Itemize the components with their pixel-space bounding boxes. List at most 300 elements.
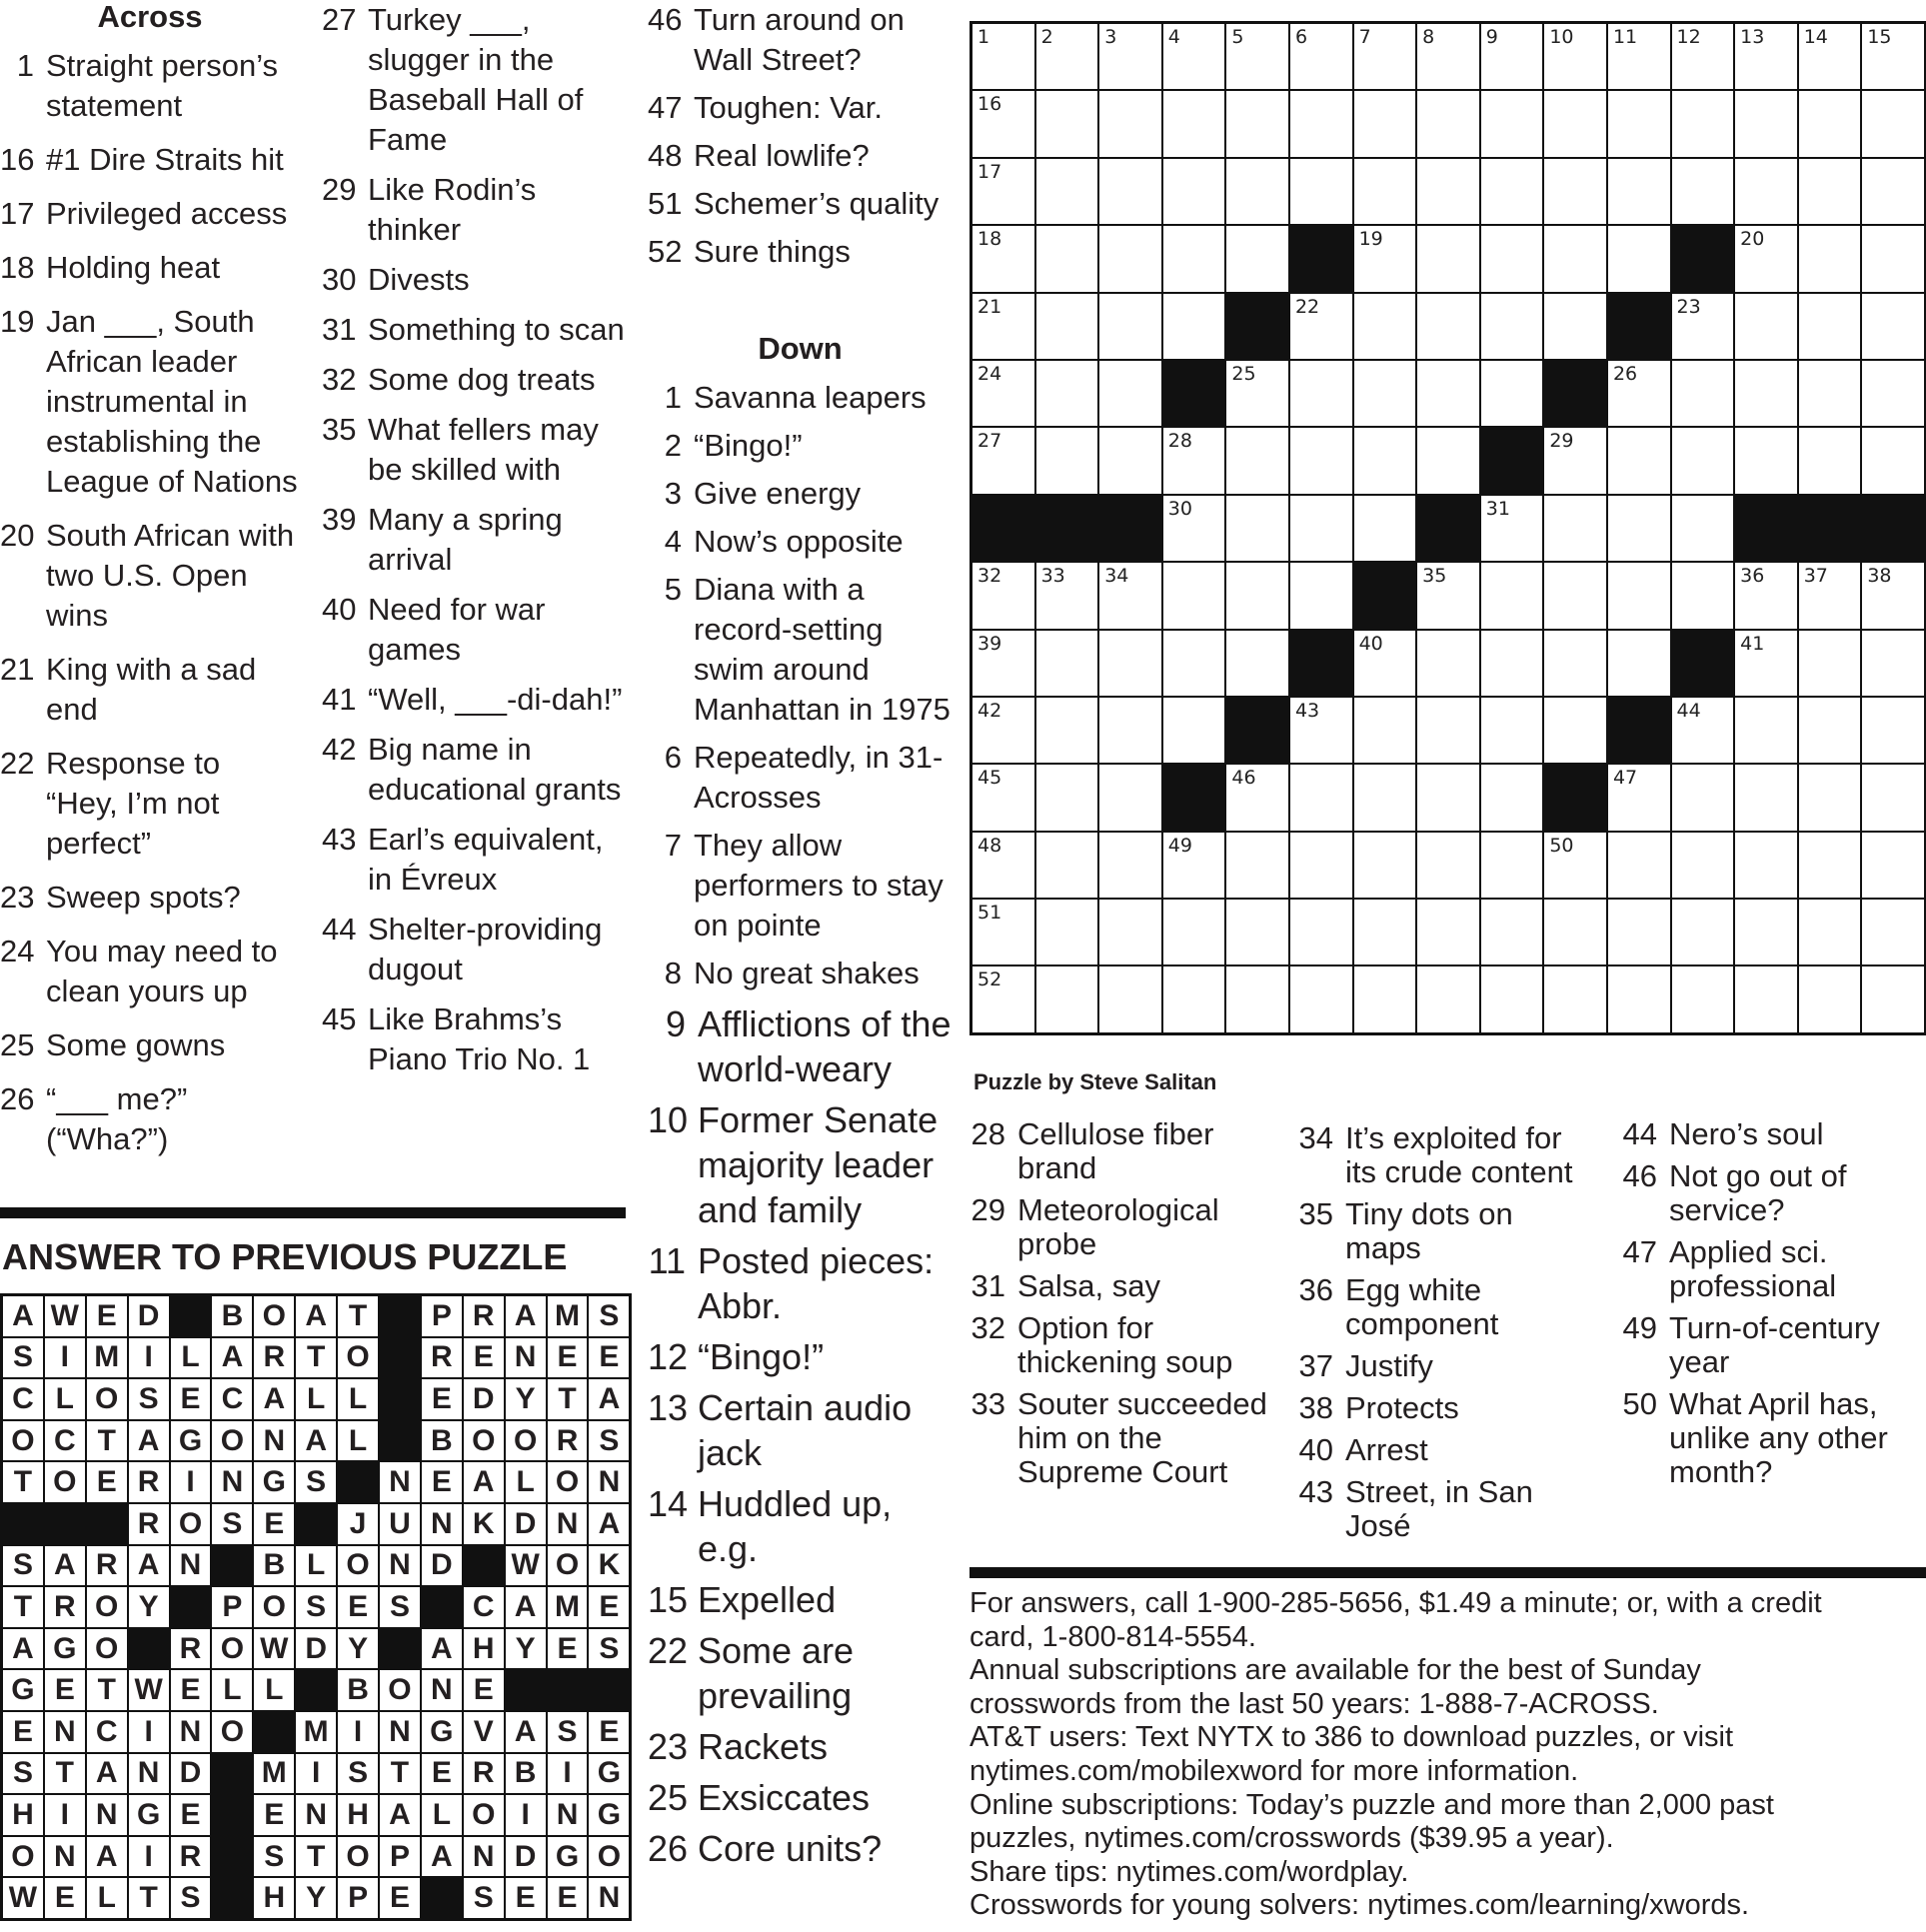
grid-cell[interactable] xyxy=(1290,361,1352,426)
grid-cell[interactable] xyxy=(1163,631,1225,696)
answer-black-square xyxy=(422,1587,462,1627)
grid-cell[interactable] xyxy=(1862,900,1924,965)
grid-cell[interactable] xyxy=(1735,698,1797,763)
cell-number: 3 xyxy=(1104,26,1117,48)
answer-cell: L xyxy=(171,1338,211,1378)
grid-cell[interactable] xyxy=(1544,698,1606,763)
grid-cell[interactable] xyxy=(972,159,1034,224)
grid-cell[interactable] xyxy=(1163,24,1225,89)
clue-item xyxy=(648,88,953,128)
grid-cell[interactable] xyxy=(1226,361,1288,426)
grid-cell[interactable] xyxy=(972,226,1034,291)
grid-cell[interactable] xyxy=(1354,900,1416,965)
answer-cell: S xyxy=(3,1754,43,1794)
grid-cell[interactable] xyxy=(1862,294,1924,359)
grid-cell[interactable] xyxy=(1544,294,1606,359)
grid-cell[interactable] xyxy=(1735,91,1797,156)
grid-cell[interactable] xyxy=(1226,833,1288,898)
grid-cell[interactable] xyxy=(1417,631,1479,696)
grid-cell[interactable] xyxy=(1481,563,1543,628)
answer-cell: N xyxy=(296,1795,336,1835)
grid-cell[interactable] xyxy=(1799,294,1861,359)
grid-cell[interactable] xyxy=(1036,24,1098,89)
grid-cell[interactable] xyxy=(1799,226,1861,291)
grid-cell[interactable] xyxy=(1608,563,1670,628)
grid-cell[interactable] xyxy=(1799,91,1861,156)
grid-cell[interactable] xyxy=(1799,631,1861,696)
grid-cell[interactable] xyxy=(1862,563,1924,628)
grid-cell[interactable] xyxy=(1735,966,1797,1031)
clue-item xyxy=(0,744,300,864)
cell-number: 13 xyxy=(1740,26,1765,48)
grid-cell[interactable] xyxy=(1735,361,1797,426)
clue-number: 38 xyxy=(1298,1390,1333,1425)
answer-cell: O xyxy=(338,1338,378,1378)
grid-cell[interactable] xyxy=(1290,428,1352,493)
answer-cell: S xyxy=(464,1878,504,1918)
grid-cell[interactable] xyxy=(1799,765,1861,830)
answer-cell: M xyxy=(254,1754,294,1794)
grid-cell[interactable] xyxy=(1481,765,1543,830)
clue-number: 36 xyxy=(1298,1272,1333,1307)
grid-cell[interactable] xyxy=(1163,900,1225,965)
clue-item xyxy=(648,738,953,818)
grid-cell[interactable] xyxy=(1799,563,1861,628)
clue-text: Diana with a record-setting swim around Manhattan in 1975 xyxy=(694,572,951,727)
grid-cell[interactable] xyxy=(1099,91,1161,156)
grid-cell[interactable] xyxy=(1799,428,1861,493)
grid-cell[interactable] xyxy=(972,563,1034,628)
grid-cell[interactable] xyxy=(1672,900,1734,965)
grid-cell[interactable] xyxy=(1862,226,1924,291)
grid-cell[interactable] xyxy=(1163,428,1225,493)
grid-cell[interactable] xyxy=(1036,900,1098,965)
grid-cell[interactable] xyxy=(1544,496,1606,561)
answer-cell: O xyxy=(338,1837,378,1877)
grid-cell[interactable] xyxy=(1099,428,1161,493)
grid-cell[interactable] xyxy=(1226,24,1288,89)
clue-item xyxy=(648,378,953,418)
answer-black-square xyxy=(380,1296,420,1336)
grid-cell[interactable] xyxy=(1672,698,1734,763)
grid-cell[interactable] xyxy=(972,294,1034,359)
grid-cell[interactable] xyxy=(1226,765,1288,830)
grid-cell[interactable] xyxy=(1862,428,1924,493)
grid-cell[interactable] xyxy=(1672,428,1734,493)
grid-cell[interactable] xyxy=(1099,900,1161,965)
grid-cell[interactable] xyxy=(1608,496,1670,561)
answer-cell: O xyxy=(212,1421,252,1461)
grid-cell[interactable] xyxy=(1099,631,1161,696)
grid-cell[interactable] xyxy=(1163,226,1225,291)
grid-cell[interactable] xyxy=(1799,159,1861,224)
grid-cell[interactable] xyxy=(1862,631,1924,696)
grid-cell[interactable] xyxy=(1290,294,1352,359)
cell-number: 7 xyxy=(1358,26,1371,48)
grid-cell[interactable] xyxy=(1036,765,1098,830)
black-square xyxy=(1799,496,1861,561)
answer-cell: R xyxy=(464,1296,504,1336)
grid-cell[interactable] xyxy=(1735,24,1797,89)
grid-cell[interactable] xyxy=(1417,765,1479,830)
answer-black-square xyxy=(296,1670,336,1710)
grid-cell[interactable] xyxy=(1099,226,1161,291)
grid-cell[interactable] xyxy=(972,698,1034,763)
grid-cell[interactable] xyxy=(1544,226,1606,291)
grid-cell[interactable] xyxy=(1735,833,1797,898)
cell-number: 41 xyxy=(1740,632,1765,655)
grid-cell[interactable] xyxy=(1354,966,1416,1031)
answer-cell: S xyxy=(589,1296,629,1336)
answer-black-square xyxy=(171,1296,211,1336)
grid-cell[interactable] xyxy=(1608,966,1670,1031)
grid-cell[interactable] xyxy=(972,361,1034,426)
grid-cell[interactable] xyxy=(1799,966,1861,1031)
clue-number: 9 xyxy=(665,1003,686,1044)
answer-cell: A xyxy=(296,1296,336,1336)
grid-cell[interactable] xyxy=(1862,765,1924,830)
answer-black-square xyxy=(296,1504,336,1544)
answer-black-square xyxy=(380,1421,420,1461)
answer-cell: L xyxy=(254,1670,294,1710)
grid-cell[interactable] xyxy=(1290,91,1352,156)
cell-number: 12 xyxy=(1676,26,1701,48)
answer-black-square xyxy=(45,1504,85,1544)
grid-cell[interactable] xyxy=(1799,833,1861,898)
answer-cell: A xyxy=(506,1296,546,1336)
grid-cell[interactable] xyxy=(972,631,1034,696)
grid-cell[interactable] xyxy=(1672,24,1734,89)
grid-cell[interactable] xyxy=(1226,496,1288,561)
grid-cell[interactable] xyxy=(1163,159,1225,224)
grid-cell[interactable] xyxy=(1036,91,1098,156)
cell-number: 31 xyxy=(1485,497,1510,520)
grid-cell[interactable] xyxy=(1417,428,1479,493)
grid-cell[interactable] xyxy=(1544,428,1606,493)
info-line: nytimes.com/mobilexword for more information. xyxy=(969,1754,1579,1787)
grid-cell[interactable] xyxy=(1608,833,1670,898)
black-square xyxy=(1163,765,1225,830)
grid-cell[interactable] xyxy=(1672,563,1734,628)
grid-cell[interactable] xyxy=(1036,361,1098,426)
answer-black-square xyxy=(589,1670,629,1710)
grid-cell[interactable] xyxy=(1672,966,1734,1031)
cell-number: 14 xyxy=(1803,26,1828,48)
grid-cell[interactable] xyxy=(1036,563,1098,628)
clue-item xyxy=(322,999,627,1079)
answer-black-square xyxy=(3,1504,43,1544)
grid-cell[interactable] xyxy=(1608,900,1670,965)
grid-cell[interactable] xyxy=(1099,159,1161,224)
grid-cell[interactable] xyxy=(1226,966,1288,1031)
grid-cell[interactable] xyxy=(1163,966,1225,1031)
grid-cell[interactable] xyxy=(1036,226,1098,291)
answer-cell: L xyxy=(45,1379,85,1419)
answer-cell: R xyxy=(254,1338,294,1378)
grid-cell[interactable] xyxy=(1099,563,1161,628)
grid-cell[interactable] xyxy=(1672,833,1734,898)
grid-cell[interactable] xyxy=(1417,226,1479,291)
grid-cell[interactable] xyxy=(1099,765,1161,830)
answer-cell: S xyxy=(338,1754,378,1794)
grid-cell[interactable] xyxy=(1290,24,1352,89)
grid-cell[interactable] xyxy=(1672,91,1734,156)
grid-cell[interactable] xyxy=(1735,765,1797,830)
grid-cell[interactable] xyxy=(1481,631,1543,696)
answer-cell: A xyxy=(380,1795,420,1835)
clue-text: Turn-of-century year xyxy=(1669,1310,1880,1379)
grid-cell[interactable] xyxy=(972,966,1034,1031)
grid-cell[interactable] xyxy=(1544,966,1606,1031)
answer-black-square xyxy=(338,1462,378,1502)
grid-cell[interactable] xyxy=(972,765,1034,830)
grid-cell[interactable] xyxy=(1036,833,1098,898)
answer-cell: G xyxy=(254,1462,294,1502)
grid-cell[interactable] xyxy=(1672,496,1734,561)
cell-number: 30 xyxy=(1167,497,1192,520)
grid-cell[interactable] xyxy=(1099,966,1161,1031)
answer-cell: I xyxy=(171,1462,211,1502)
grid-cell[interactable] xyxy=(972,833,1034,898)
grid-cell[interactable] xyxy=(1672,294,1734,359)
grid-cell[interactable] xyxy=(1608,631,1670,696)
clue-text: Afflictions of the world-weary xyxy=(698,1003,952,1089)
answer-cell: O xyxy=(548,1462,588,1502)
grid-cell[interactable] xyxy=(1862,24,1924,89)
grid-cell[interactable] xyxy=(1417,294,1479,359)
clue-number: 40 xyxy=(322,592,357,627)
cell-number: 52 xyxy=(977,968,1002,991)
clue-text: Street, in San José xyxy=(1345,1474,1533,1543)
grid-cell[interactable] xyxy=(1481,496,1543,561)
grid-cell[interactable] xyxy=(1354,226,1416,291)
grid-cell[interactable] xyxy=(1799,698,1861,763)
grid-cell[interactable] xyxy=(1735,428,1797,493)
grid-cell[interactable] xyxy=(1036,294,1098,359)
clue-item xyxy=(648,1001,953,1091)
grid-cell[interactable] xyxy=(972,428,1034,493)
grid-cell[interactable] xyxy=(1417,361,1479,426)
grid-cell[interactable] xyxy=(1735,900,1797,965)
answer-cell: E xyxy=(464,1670,504,1710)
grid-cell[interactable] xyxy=(1862,966,1924,1031)
grid-cell[interactable] xyxy=(1862,698,1924,763)
clue-text: Like Brahms’s Piano Trio No. 1 xyxy=(368,1001,591,1076)
grid-cell[interactable] xyxy=(1481,294,1543,359)
clue-text: Jan ___, South African leader instrumental in establishing the League of Nations xyxy=(46,304,298,499)
grid-cell[interactable] xyxy=(1226,900,1288,965)
grid-cell[interactable] xyxy=(1099,24,1161,89)
grid-cell[interactable] xyxy=(1290,563,1352,628)
grid-cell[interactable] xyxy=(1354,698,1416,763)
grid-cell[interactable] xyxy=(1163,294,1225,359)
cell-number: 19 xyxy=(1358,228,1383,251)
grid-cell[interactable] xyxy=(1608,91,1670,156)
grid-cell[interactable] xyxy=(1226,631,1288,696)
grid-cell[interactable] xyxy=(1417,900,1479,965)
grid-cell[interactable] xyxy=(1099,698,1161,763)
grid-cell[interactable] xyxy=(1417,563,1479,628)
grid-cell[interactable] xyxy=(1354,294,1416,359)
grid-cell[interactable] xyxy=(1735,631,1797,696)
grid-cell[interactable] xyxy=(1036,428,1098,493)
grid-cell[interactable] xyxy=(1481,91,1543,156)
answer-cell: E xyxy=(87,1296,127,1336)
clue-item xyxy=(648,1724,953,1769)
grid-cell[interactable] xyxy=(1417,833,1479,898)
answer-cell: J xyxy=(338,1504,378,1544)
across-clue-list xyxy=(0,46,300,1159)
grid-cell[interactable] xyxy=(1481,24,1543,89)
grid-cell[interactable] xyxy=(1354,428,1416,493)
grid-cell[interactable] xyxy=(1354,833,1416,898)
answer-cell: R xyxy=(422,1338,462,1378)
grid-cell[interactable] xyxy=(1862,91,1924,156)
grid-cell[interactable] xyxy=(1036,159,1098,224)
grid-cell[interactable] xyxy=(1163,833,1225,898)
grid-cell[interactable] xyxy=(1544,24,1606,89)
answer-cell: C xyxy=(212,1379,252,1419)
grid-cell[interactable] xyxy=(1290,765,1352,830)
grid-cell[interactable] xyxy=(1544,833,1606,898)
clue-item xyxy=(1621,1117,1921,1151)
grid-cell[interactable] xyxy=(1163,91,1225,156)
info-line: Crosswords for young solvers: nytimes.com/learning/xwords. xyxy=(969,1889,1750,1922)
grid-cell[interactable] xyxy=(1354,24,1416,89)
grid-cell[interactable] xyxy=(1036,698,1098,763)
grid-cell[interactable] xyxy=(1417,24,1479,89)
grid-cell[interactable] xyxy=(1163,496,1225,561)
grid-cell[interactable] xyxy=(1544,91,1606,156)
grid-cell[interactable] xyxy=(1862,361,1924,426)
answer-cell: O xyxy=(548,1546,588,1586)
grid-cell[interactable] xyxy=(1417,91,1479,156)
grid-cell[interactable] xyxy=(1417,159,1479,224)
grid-cell[interactable] xyxy=(1290,496,1352,561)
clue-number: 43 xyxy=(1298,1474,1333,1509)
grid-cell[interactable] xyxy=(1290,900,1352,965)
grid-cell[interactable] xyxy=(1608,24,1670,89)
grid-cell[interactable] xyxy=(1226,563,1288,628)
clue-item xyxy=(1621,1159,1921,1227)
clue-item xyxy=(969,1269,1269,1303)
grid-cell[interactable] xyxy=(1544,563,1606,628)
grid-cell[interactable] xyxy=(1481,698,1543,763)
grid-cell[interactable] xyxy=(1354,159,1416,224)
cell-number: 39 xyxy=(977,632,1002,655)
answer-cell: A xyxy=(506,1587,546,1627)
answer-cell: T xyxy=(296,1837,336,1877)
grid-cell[interactable] xyxy=(1481,226,1543,291)
clue-text: Exsiccates xyxy=(698,1777,871,1818)
grid-cell[interactable] xyxy=(1735,159,1797,224)
grid-cell[interactable] xyxy=(1608,765,1670,830)
grid-cell[interactable] xyxy=(1735,226,1797,291)
grid-cell[interactable] xyxy=(1862,833,1924,898)
cell-number: 2 xyxy=(1040,26,1053,48)
grid-cell[interactable] xyxy=(1290,833,1352,898)
grid-cell[interactable] xyxy=(1290,966,1352,1031)
down-clue-list-2 xyxy=(648,1001,953,1871)
cell-number: 29 xyxy=(1549,430,1574,453)
grid-cell[interactable] xyxy=(1799,900,1861,965)
answer-cell: E xyxy=(464,1338,504,1378)
grid-cell[interactable] xyxy=(972,900,1034,965)
grid-cell[interactable] xyxy=(1036,631,1098,696)
grid-cell[interactable] xyxy=(1799,24,1861,89)
grid-cell[interactable] xyxy=(1354,361,1416,426)
grid-cell[interactable] xyxy=(972,91,1034,156)
down-clue-list xyxy=(648,378,953,993)
grid-cell[interactable] xyxy=(1672,159,1734,224)
grid-cell[interactable] xyxy=(1481,900,1543,965)
clue-number: 14 xyxy=(648,1483,689,1524)
grid-cell[interactable] xyxy=(1226,428,1288,493)
grid-cell[interactable] xyxy=(1735,294,1797,359)
answer-cell: W xyxy=(506,1546,546,1586)
grid-cell[interactable] xyxy=(1672,361,1734,426)
grid-cell[interactable] xyxy=(1862,159,1924,224)
black-square xyxy=(1672,631,1734,696)
grid-cell[interactable] xyxy=(1036,966,1098,1031)
grid-cell[interactable] xyxy=(1099,833,1161,898)
grid-cell[interactable] xyxy=(1544,631,1606,696)
clue-item xyxy=(322,820,627,900)
grid-cell[interactable] xyxy=(1544,159,1606,224)
grid-cell[interactable] xyxy=(1354,765,1416,830)
grid-cell[interactable] xyxy=(1481,966,1543,1031)
grid-cell[interactable] xyxy=(1226,91,1288,156)
grid-cell[interactable] xyxy=(1354,91,1416,156)
grid-cell[interactable] xyxy=(1290,698,1352,763)
grid-cell[interactable] xyxy=(1481,361,1543,426)
grid-cell[interactable] xyxy=(1608,361,1670,426)
answer-cell: A xyxy=(506,1712,546,1752)
clue-number: 43 xyxy=(322,822,357,857)
grid-cell[interactable] xyxy=(1799,361,1861,426)
grid-cell[interactable] xyxy=(1226,226,1288,291)
grid-cell[interactable] xyxy=(1099,361,1161,426)
grid-cell[interactable] xyxy=(1608,428,1670,493)
grid-cell[interactable] xyxy=(972,24,1034,89)
grid-cell[interactable] xyxy=(1481,833,1543,898)
grid-cell[interactable] xyxy=(1544,900,1606,965)
grid-cell[interactable] xyxy=(1608,159,1670,224)
answer-black-square xyxy=(380,1379,420,1419)
grid-cell[interactable] xyxy=(1481,159,1543,224)
grid-cell[interactable] xyxy=(1735,563,1797,628)
answer-black-square xyxy=(171,1587,211,1627)
grid-cell[interactable] xyxy=(1226,159,1288,224)
grid-cell[interactable] xyxy=(1417,698,1479,763)
grid-cell[interactable] xyxy=(1163,563,1225,628)
grid-cell[interactable] xyxy=(1163,698,1225,763)
answer-cell: W xyxy=(45,1296,85,1336)
grid-cell[interactable] xyxy=(1672,765,1734,830)
info-line: Share tips: nytimes.com/wordplay. xyxy=(969,1855,1409,1888)
grid-cell[interactable] xyxy=(1354,496,1416,561)
clue-item xyxy=(1621,1387,1921,1489)
clue-column-3 xyxy=(648,0,953,1877)
grid-cell[interactable] xyxy=(1417,966,1479,1031)
grid-cell[interactable] xyxy=(1099,294,1161,359)
grid-cell[interactable] xyxy=(1354,631,1416,696)
answer-cell: S xyxy=(589,1629,629,1669)
grid-cell[interactable] xyxy=(1608,226,1670,291)
answer-cell: N xyxy=(506,1338,546,1378)
clue-item xyxy=(648,954,953,993)
grid-cell[interactable] xyxy=(1290,159,1352,224)
